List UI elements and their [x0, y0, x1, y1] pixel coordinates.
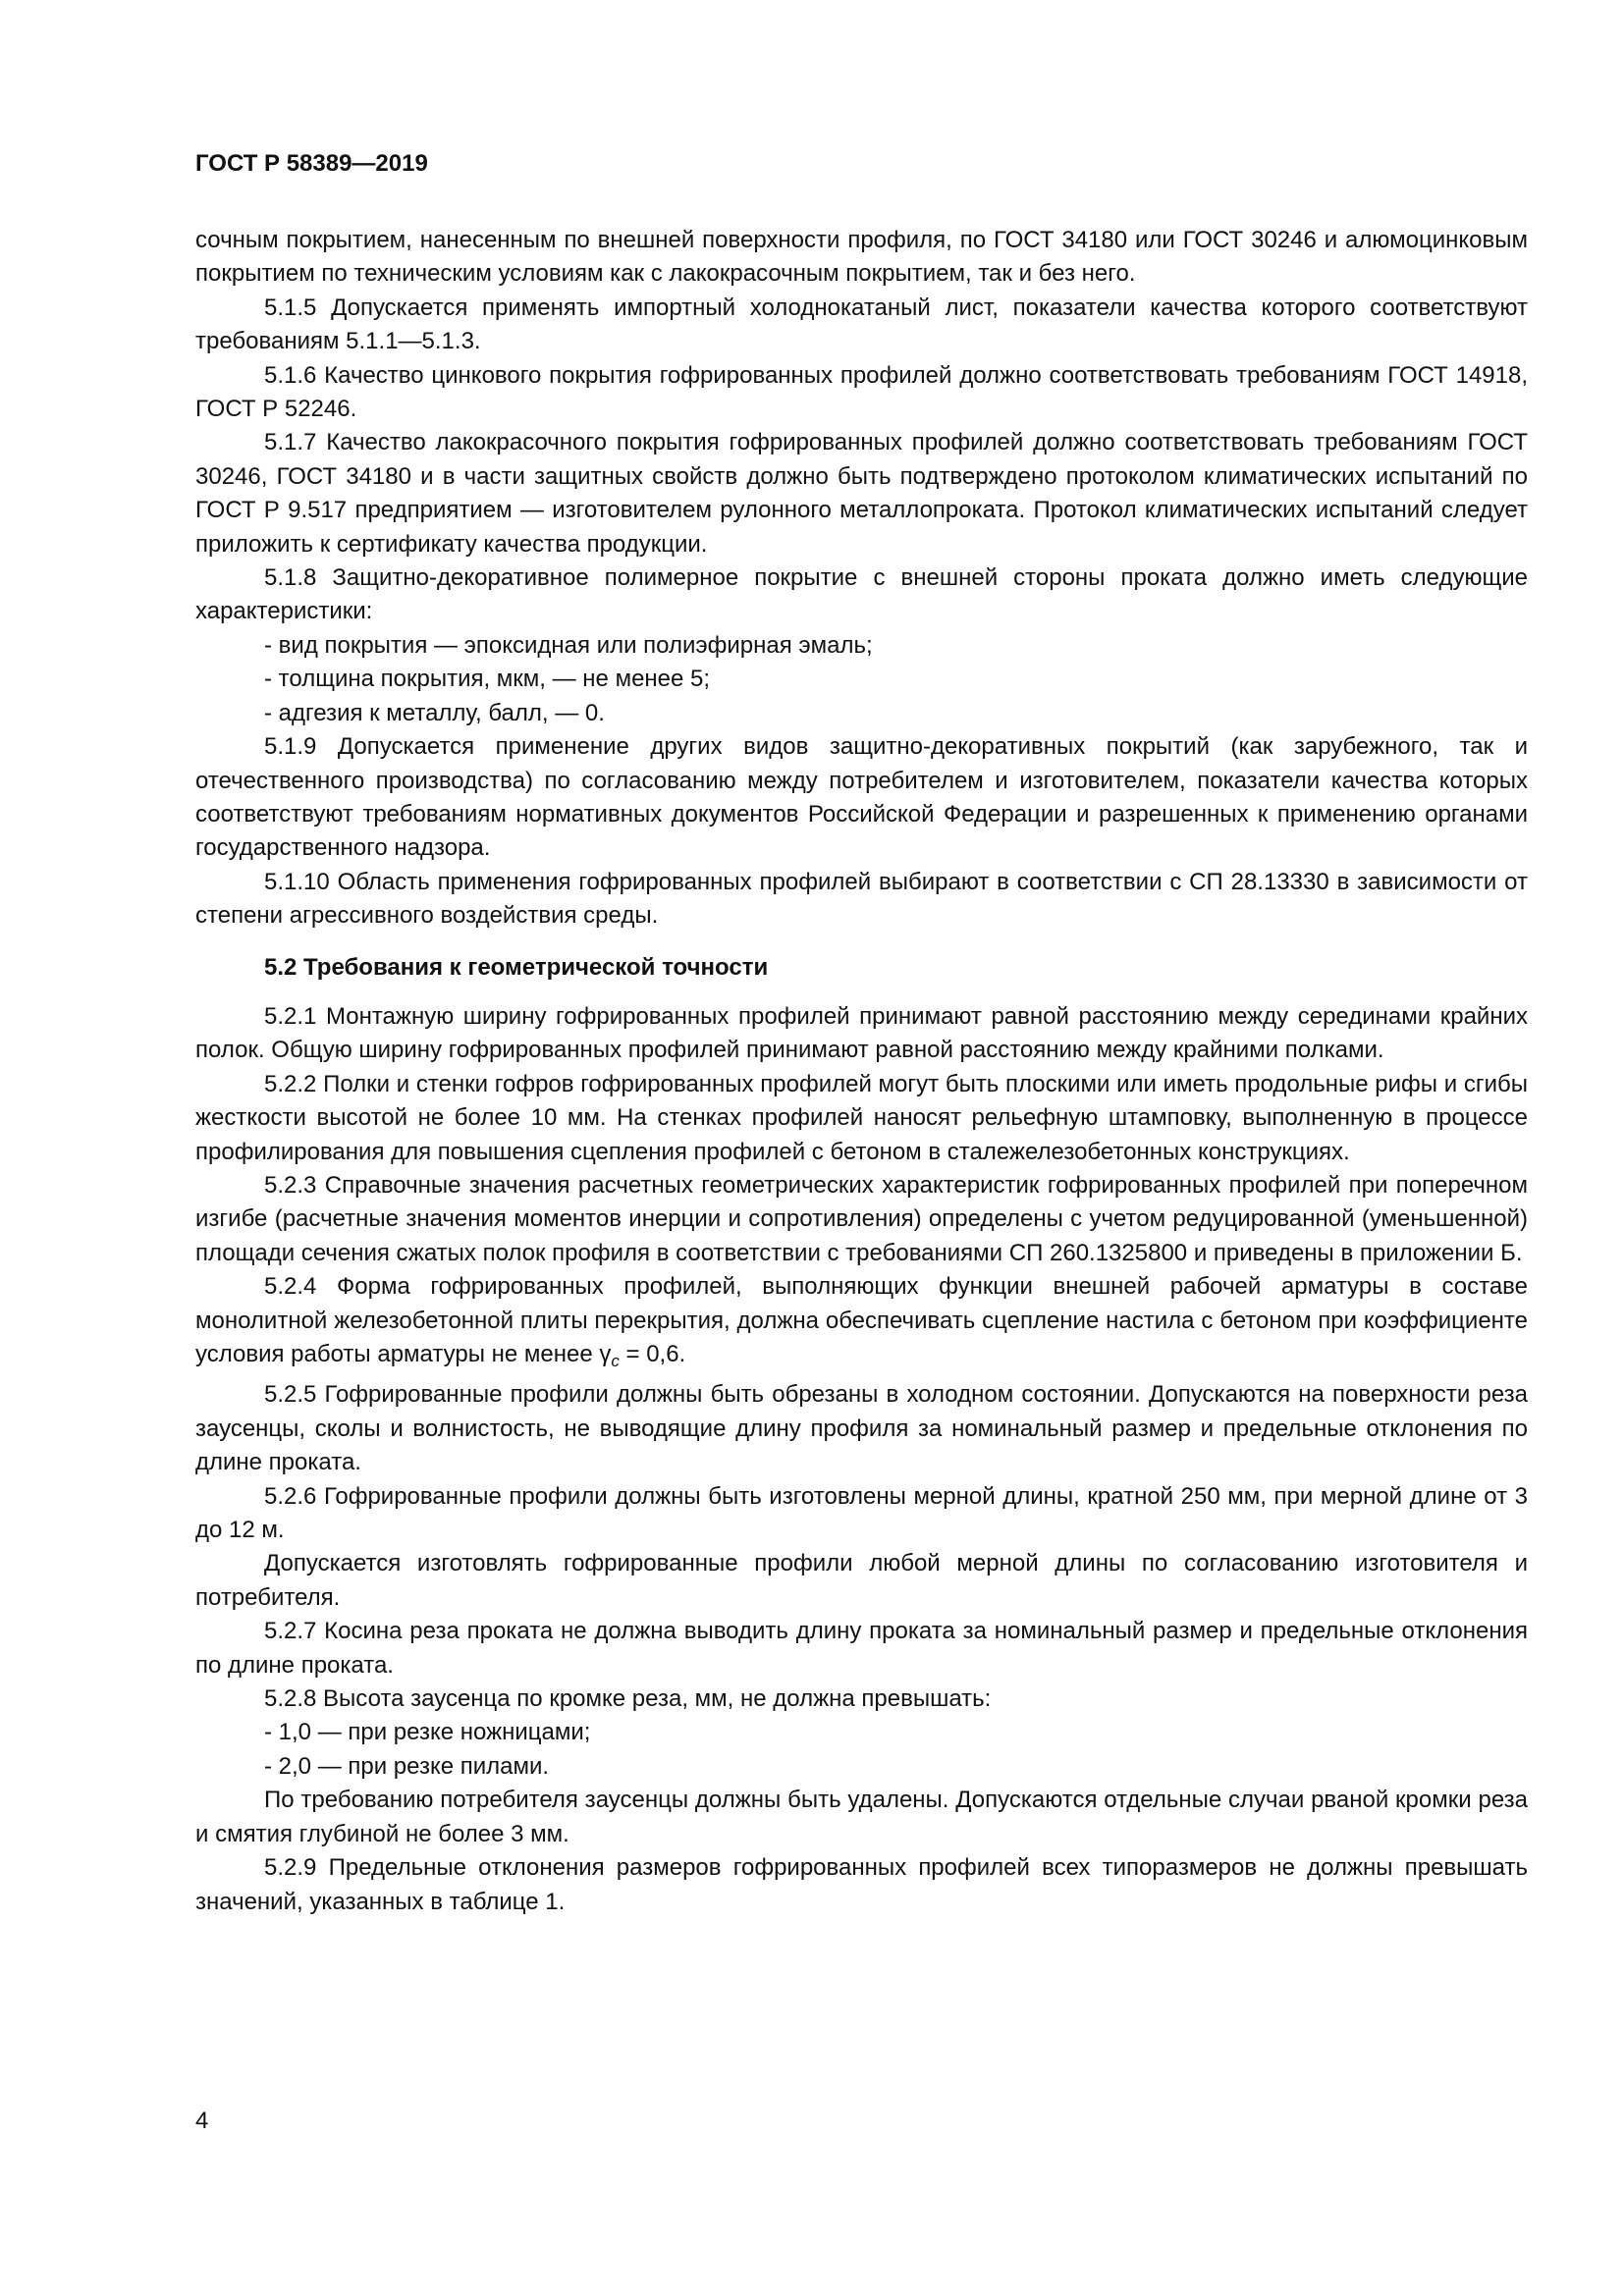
paragraph-continuation: сочным покрытием, нанесенным по внешней поверхности профиля, по ГОСТ 34180 или ГОСТ 30246 и алюмоцинковым покрытием по техническим условиям как с лакокрасочным покрытием, так и без него.: [195, 227, 1528, 288]
paragraph-5-1-5: 5.1.5 Допускается применять импортный холоднокатаный лист, показатели качества которого соответствуют требованиям 5.1.1—5.1.3.: [195, 294, 1528, 355]
list-item-saws: - 2,0 — при резке пилами.: [264, 1752, 550, 1780]
paragraph-5-2-5: 5.2.5 Гофрированные профили должны быть обрезаны в холодном состоянии. Допускаются на поверхности реза заусенцы, сколы и волнистость, не выводящие длину профиля за номинальный размер и предельные отклонения по длине проката.: [195, 1381, 1528, 1476]
list-item-coating-thickness: - толщина покрытия, мкм, — не менее 5;: [264, 666, 711, 693]
paragraph-5-2-3: 5.2.3 Справочные значения расчетных геометрических характеристик гофрированных профилей при поперечном изгибе (расчетные значения моментов инерции и сопротивления) определены с учетом редуцированной (уменьшенной) площади сечения сжатых полок профиля в соответствии с требованиями СП 260.1325800 и приведены в приложении Б.: [195, 1171, 1528, 1266]
paragraph-5-2-1: 5.2.1 Монтажную ширину гофрированных профилей принимают равной расстоянию между серединами крайних полок. Общую ширину гофрированных профилей принимают равной расстоянию между крайними полками.: [195, 1002, 1528, 1064]
gamma-subscript: c: [611, 1352, 620, 1370]
page-number: 4: [195, 2108, 209, 2134]
paragraph-5-1-7: 5.1.7 Качество лакокрасочного покрытия гофрированных профилей должно соответствовать требованиям ГОСТ 30246, ГОСТ 34180 и в части защитных свойств должно быть подтверждено протоколом климатических испытаний по ГОСТ Р 9.517 предприятием — изготовителем рулонного металлопроката. Протокол климатических испытаний следует приложить к сертификату качества продукции.: [195, 429, 1528, 558]
paragraph-5-2-7: 5.2.7 Косина реза проката не должна выводить длину проката за номинальный размер и предельные отклонения по длине проката.: [195, 1618, 1528, 1679]
paragraph-5-2-4-text: 5.2.4 Форма гофрированных профилей, выполняющих функции внешней рабочей арматуры в составе монолитной железобетонной плиты перекрытия, должна обеспечивать сцепление настила с бетоном при коэффициенте условия работы арматуры не менее: [195, 1273, 1528, 1367]
paragraph-5-2-4: [195, 1270, 1528, 1378]
list-item-shears: - 1,0 — при резке ножницами;: [264, 1719, 591, 1746]
list-item-coating-type: - вид покрытия — эпоксидная или полиэфирная эмаль;: [264, 631, 873, 659]
list-item-adhesion: - адгезия к металлу, балл, — 0.: [264, 699, 605, 726]
paragraph-5-1-10: 5.1.10 Область применения гофрированных профилей выбирают в соответствии с СП 28.13330 в зависимости от степени агрессивного воздействия среды.: [195, 868, 1528, 930]
paragraph-5-2-9: 5.2.9 Предельные отклонения размеров гофрированных профилей всех типоразмеров не должны превышать значений, указанных в таблице 1.: [195, 1854, 1528, 1915]
document-page: [195, 0, 1528, 2296]
paragraph-5-2-8: 5.2.8 Высота заусенца по кромке реза, мм, не должна превышать:: [264, 1685, 992, 1713]
paragraph-5-2-6-b: Допускается изготовлять гофрированные профили любой мерной длины по согласованию изготовителя и потребителя.: [195, 1550, 1528, 1611]
document-body: [195, 224, 1528, 1919]
paragraph-5-2-4-tail: = 0,6.: [619, 1341, 686, 1367]
paragraph-5-2-2: 5.2.2 Полки и стенки гофров гофрированных профилей могут быть плоскими или иметь продольные рифы и сгибы жесткости высотой не более 10 мм. На стенках профилей наносят рельефную штамповку, выполненную в процессе профилирования для повышения сцепления профилей с бетоном в сталежелезобетонных конструкциях.: [195, 1070, 1528, 1165]
paragraph-5-2-8-c: По требованию потребителя заусенцы должны быть удалены. Допускаются отдельные случаи рваной кромки реза и смятия глубиной не более 3 мм.: [195, 1787, 1528, 1847]
paragraph-5-1-8: 5.1.8 Защитно-декоративное полимерное покрытие с внешней стороны проката должно иметь следующие характеристики:: [195, 564, 1528, 625]
section-title-5-2: 5.2 Требования к геометрической точности: [264, 953, 769, 981]
gamma-symbol: γ: [599, 1341, 612, 1367]
paragraph-5-1-9: 5.1.9 Допускается применение других видов защитно-декоративных покрытий (как зарубежного, так и отечественного производства) по согласованию между потребителем и изготовителем, показатели качества которых соответствуют требованиям нормативных документов Российской Федерации и разрешенных к применению органами государственного надзора.: [195, 733, 1528, 862]
paragraph-5-1-6: 5.1.6 Качество цинкового покрытия гофрированных профилей должно соответствовать требованиям ГОСТ 14918, ГОСТ Р 52246.: [195, 361, 1528, 423]
document-code-header: ГОСТ Р 58389—2019: [195, 150, 428, 177]
paragraph-5-2-6: 5.2.6 Гофрированные профили должны быть изготовлены мерной длины, кратной 250 мм, при мерной длине от 3 до 12 м.: [195, 1482, 1528, 1544]
